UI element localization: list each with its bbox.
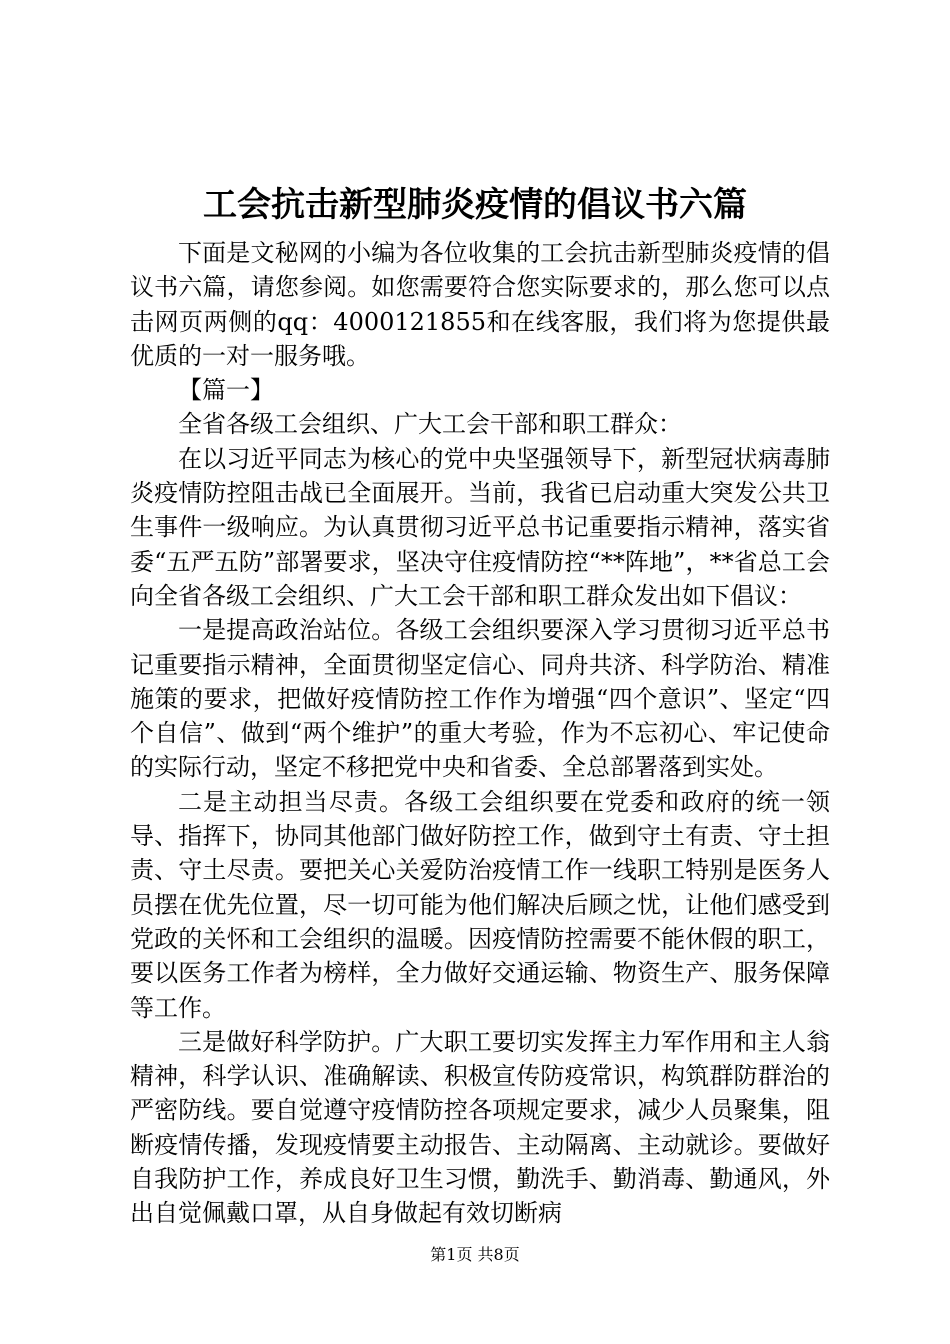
paragraph-section-heading: 【篇一】: [178, 376, 274, 405]
paragraph-salutation: 全省各级工会组织、广大工会干部和职工群众：: [178, 410, 682, 439]
paragraph-intro: 下面是文秘网的小编为各位收集的工会抗击新型肺炎疫情的倡议书六篇，请您参阅。如您需要符合您实际要求的，那么您可以点击网页两侧的qq：4000121855和在线客服，我们将为您提供最优质的一对一服务哦。: [130, 239, 830, 370]
document-title: 工会抗击新型肺炎疫情的倡议书六篇: [203, 185, 747, 225]
paragraph-point-three: 三是做好科学防护。广大职工要切实发挥主力军作用和主人翁精神，科学认识、准确解读、积极宣传防疫常识，构筑群防群治的严密防线。要自觉遵守疫情防控各项规定要求，减少人员聚集，阻断疫情传播，发现疫情要主动报告、主动隔离、主动就诊。要做好自我防护工作，养成良好卫生习惯，勤洗手、勤消毒、勤通风，外出自觉佩戴口罩，从自身做起有效切断病: [130, 1027, 830, 1228]
paragraph-background: 在以习近平同志为核心的党中央坚强领导下，新型冠状病毒肺炎疫情防控阻击战已全面展开。当前，我省已启动重大突发公共卫生事件一级响应。为认真贯彻习近平总书记重要指示精神，落实省委“五严五防”部署要求，坚决守住疫情防控“**阵地”，**省总工会向全省各级工会组织、广大工会干部和职工群众发出如下倡议：: [130, 444, 830, 610]
paragraph-point-one: 一是提高政治站位。各级工会组织要深入学习贯彻习近平总书记重要指示精神，全面贯彻坚定信心、同舟共济、科学防治、精准施策的要求，把做好疫情防控工作作为增强“四个意识”、坚定“四个自信”、做到“两个维护”的重大考验，作为不忘初心、牢记使命的实际行动，坚定不移把党中央和省委、全总部署落到实处。: [130, 616, 830, 782]
paragraph-point-two: 二是主动担当尽责。各级工会组织要在党委和政府的统一领导、指挥下，协同其他部门做好防控工作，做到守土有责、守土担责、守土尽责。要把关心关爱防治疫情工作一线职工特别是医务人员摆在优先位置，尽一切可能为他们解决后顾之忧，让他们感受到党政的关怀和工会组织的温暖。因疫情防控需要不能休假的职工，要以医务工作者为榜样，全力做好交通运输、物资生产、服务保障等工作。: [130, 787, 830, 1022]
document-body: [130, 236, 830, 1231]
page-footer: 第1页 共8页: [430, 1245, 520, 1264]
